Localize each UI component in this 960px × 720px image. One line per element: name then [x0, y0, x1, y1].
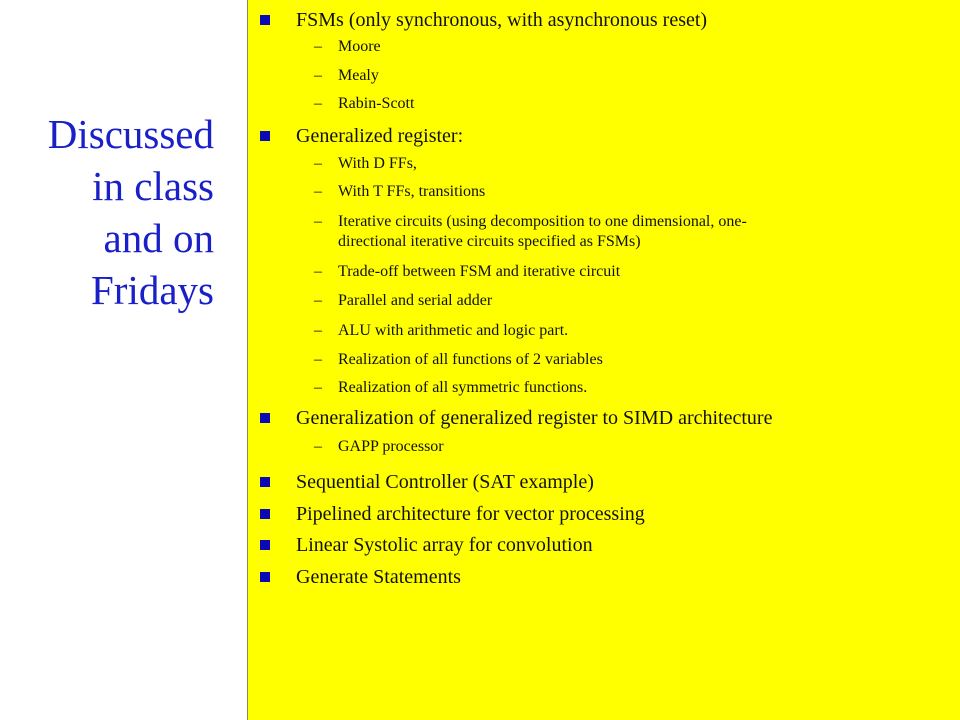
dash-bullet-icon: –	[314, 438, 322, 455]
bullet-text: Realization of all symmetric functions.	[338, 379, 588, 396]
square-bullet-icon	[260, 540, 270, 550]
bullet-text: With T FFs, transitions	[338, 183, 486, 200]
dash-bullet-icon: –	[314, 379, 322, 396]
bullet-text: Parallel and serial adder	[338, 292, 493, 309]
dash-bullet-icon: –	[314, 38, 322, 55]
content-panel	[247, 0, 960, 720]
square-bullet-icon	[260, 15, 270, 25]
bullet-text: Generalization of generalized register to SIMD architecture	[296, 407, 773, 429]
dash-bullet-icon: –	[314, 183, 322, 200]
dash-bullet-icon: –	[314, 351, 322, 368]
dash-bullet-icon: –	[314, 155, 322, 172]
square-bullet-icon	[260, 477, 270, 487]
square-bullet-icon	[260, 413, 270, 423]
bullet-text: Linear Systolic array for convolution	[296, 534, 593, 556]
bullet-text: directional iterative circuits specified as FSMs)	[338, 233, 641, 250]
slide-title: Discussed in class and on Fridays	[47, 111, 214, 314]
bullet-text: FSMs (only synchronous, with asynchronous reset)	[296, 9, 708, 31]
dash-bullet-icon: –	[314, 213, 322, 230]
dash-bullet-icon: –	[314, 263, 322, 280]
bullet-text: Realization of all functions of 2 variables	[338, 351, 603, 368]
dash-bullet-icon: –	[314, 95, 322, 112]
square-bullet-icon	[260, 131, 270, 141]
bullet-text: Trade-off between FSM and iterative circuit	[338, 263, 621, 280]
bullet-text: Moore	[338, 38, 381, 55]
square-bullet-icon	[260, 572, 270, 582]
bullet-text: ALU with arithmetic and logic part.	[338, 322, 569, 339]
dash-bullet-icon: –	[314, 322, 322, 339]
bullet-text: Generalized register:	[296, 125, 464, 147]
bullet-text: GAPP processor	[338, 438, 444, 455]
dash-bullet-icon: –	[314, 292, 322, 309]
bullet-text: Sequential Controller (SAT example)	[296, 471, 594, 493]
bullet-text: Generate Statements	[296, 566, 461, 588]
bullet-text: Iterative circuits (using decomposition to one dimensional, one-	[338, 213, 747, 230]
bullet-text: Rabin-Scott	[338, 95, 415, 112]
bullet-text: Mealy	[338, 67, 379, 84]
dash-bullet-icon: –	[314, 67, 322, 84]
square-bullet-icon	[260, 509, 270, 519]
bullet-text: Pipelined architecture for vector processing	[296, 503, 645, 525]
bullet-text: With D FFs,	[338, 155, 417, 172]
